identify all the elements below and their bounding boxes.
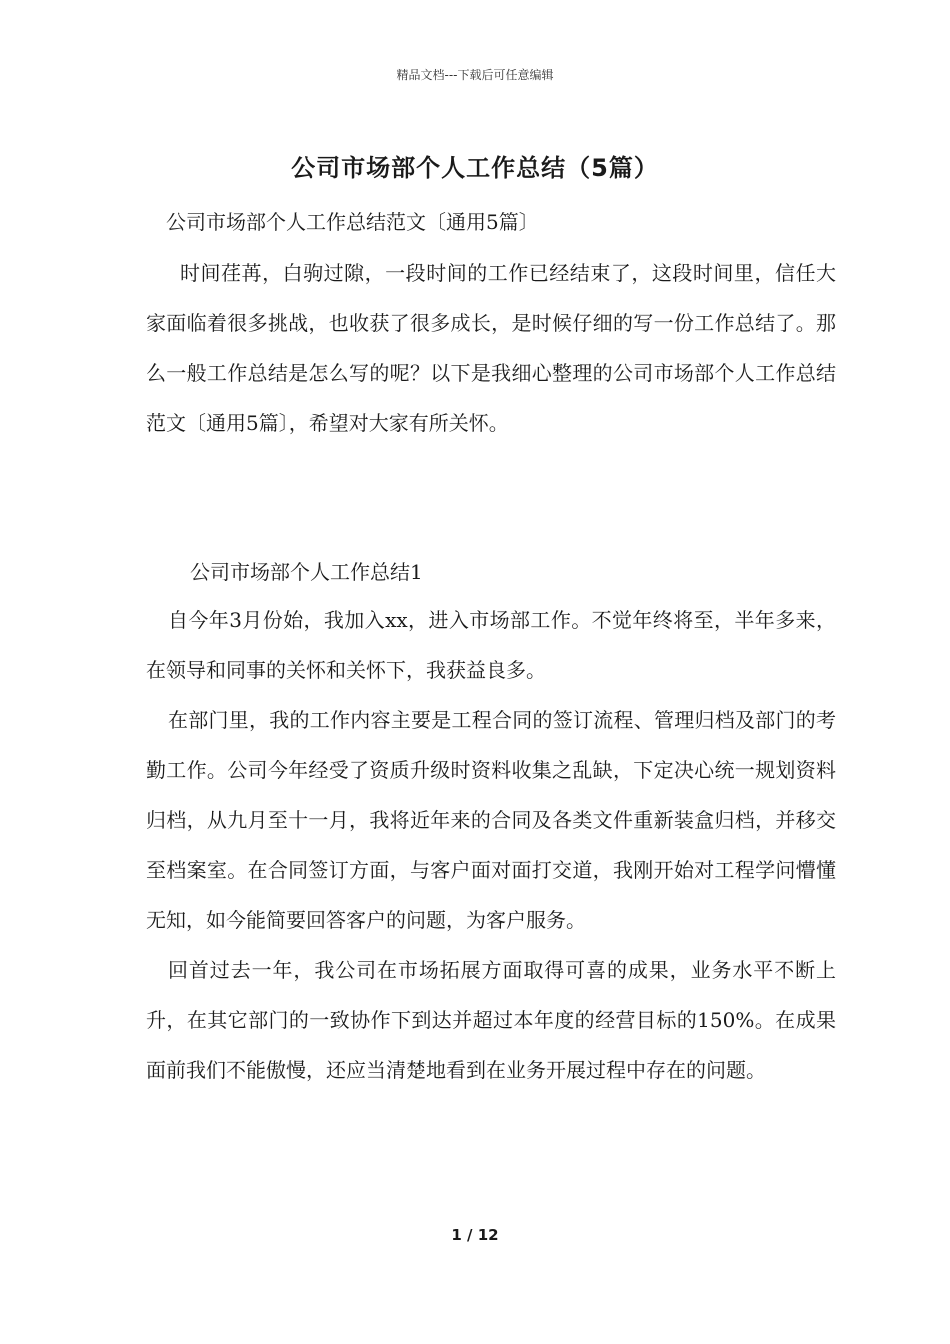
- intro-section: [146, 248, 836, 448]
- section-heading: 公司市场部个人工作总结1: [190, 560, 423, 584]
- header-note: 精品文档---下载后可任意编辑: [396, 68, 554, 82]
- body-paragraph: 自今年3月份始，我加入xx，进入市场部工作。不觉年终将至，半年多来，在领导和同事的关怀和关怀下，我获益良多。: [146, 608, 836, 682]
- body-paragraph: 回首过去一年，我公司在市场拓展方面取得可喜的成果，业务水平不断上升，在其它部门的一致协作下到达并超过本年度的经营目标的150%。在成果面前我们不能傲慢，还应当清楚地看到在业务开展过程中存在的问题。: [146, 958, 836, 1082]
- section-body: [146, 595, 836, 1095]
- page-number: 1 / 12: [451, 1226, 499, 1244]
- intro-paragraph: 时间荏苒，白驹过隙，一段时间的工作已经结束了，这段时间里，信任大家面临着很多挑战，也收获了很多成长，是时候仔细的写一份工作总结了。那么一般工作总结是怎么写的呢？以下是我细心整理的公司市场部个人工作总结范文〔通用5篇〕，希望对大家有所关怀。: [146, 261, 836, 435]
- document-title: 公司市场部个人工作总结（5篇）: [291, 154, 659, 182]
- body-paragraph: 在部门里，我的工作内容主要是工程合同的签订流程、管理归档及部门的考勤工作。公司今年经受了资质升级时资料收集之乱缺，下定决心统一规划资料归档，从九月至十一月，我将近年来的合同及各类文件重新装盒归档，并移交至档案室。在合同签订方面，与客户面对面打交道，我刚开始对工程学问懵懂无知，如今能简要回答客户的问题，为客户服务。: [146, 708, 836, 932]
- document-subtitle: 公司市场部个人工作总结范文〔通用5篇〕: [166, 210, 539, 234]
